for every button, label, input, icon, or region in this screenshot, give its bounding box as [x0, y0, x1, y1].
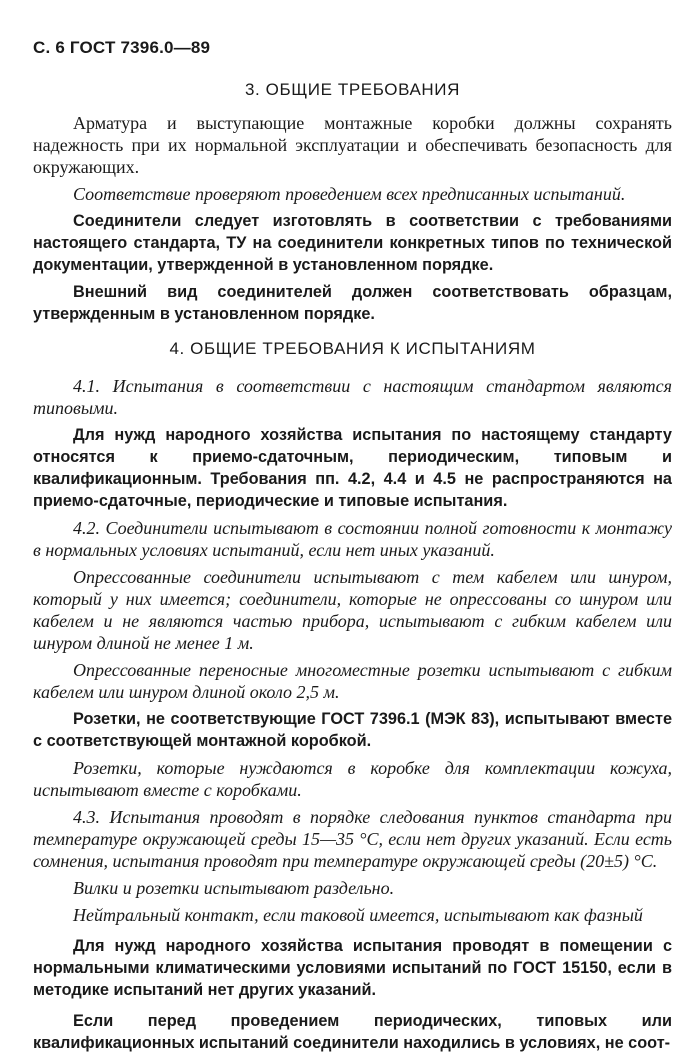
paragraph: Если перед проведением периодических, типовых или квалификационных испытаний соединители находились в условиях, не соот-: [33, 1012, 672, 1052]
section-4-title: 4. ОБЩИЕ ТРЕБОВАНИЯ К ИСПЫТАНИЯМ: [169, 339, 536, 358]
paragraph: Арматура и выступающие монтажные коробки должны сохранять надежность при их нормальной эксплуатации и обеспечивать безопасность для окружающих.: [33, 113, 672, 177]
paragraph: 4.2. Соединители испытывают в состоянии полной готовности к монтажу в нормальных условиях испытаний, если нет иных указаний.: [33, 518, 672, 560]
paragraph: Внешний вид соединителей должен соответствовать образцам, утвержденным в установленном порядке.: [33, 283, 672, 323]
paragraph: Опрессованные соединители испытывают с тем кабелем или шнуром, который у них имеется; соединители, которые не опрессованы со шнуром или кабелем и не являются частью прибора, испытывают с гибким кабелем или шнуром длиной не менее 1 м.: [33, 567, 672, 653]
paragraph: Для нужд народного хозяйства испытания по настоящему стандарту относятся к приемо-сдаточным, периодическим, типовым и квалификационным. Требования пп. 4.2, 4.4 и 4.5 не распространяются на приемо-сдаточные, периодические и типовые испытания.: [33, 426, 672, 510]
paragraph: Розетки, которые нуждаются в коробке для комплектации кожуха, испытывают вместе с коробками.: [33, 758, 672, 800]
paragraph: Розетки, не соответствующие ГОСТ 7396.1 (МЭК 83), испытывают вместе с соответствующей монтажной коробкой.: [33, 710, 672, 750]
paragraph: Опрессованные переносные многоместные розетки испытывают с гибким кабелем или шнуром длиной около 2,5 м.: [33, 660, 672, 702]
paragraph: 4.3. Испытания проводят в порядке следования пунктов стандарта при температуре окружающей среды 15—35 °С, если нет других указаний. Если есть сомнения, испытания проводят при температуре окружающей среды (20±5) °С.: [33, 807, 672, 871]
paragraph: Вилки и розетки испытывают раздельно.: [73, 878, 395, 898]
page-header: С. 6 ГОСТ 7396.0—89: [33, 38, 211, 57]
paragraph: 4.1. Испытания в соответствии с настоящим стандартом являются типовыми.: [33, 376, 672, 418]
paragraph: Соответствие проверяют проведением всех предписанных испытаний.: [73, 184, 626, 204]
paragraph: Соединители следует изготовлять в соответствии с требованиями настоящего стандарта, ТУ на соединители конкретных типов по технической документации, утвержденной в установленном порядке.: [33, 212, 672, 274]
section-3-title: 3. ОБЩИЕ ТРЕБОВАНИЯ: [244, 80, 461, 99]
paragraph: Для нужд народного хозяйства испытания проводят в помещении с нормальными климатическими условиями испытаний по ГОСТ 15150, если в методике испытаний нет других указаний.: [33, 937, 672, 999]
paragraph: Нейтральный контакт, если таковой имеется, испытывают как фазный: [73, 905, 643, 925]
